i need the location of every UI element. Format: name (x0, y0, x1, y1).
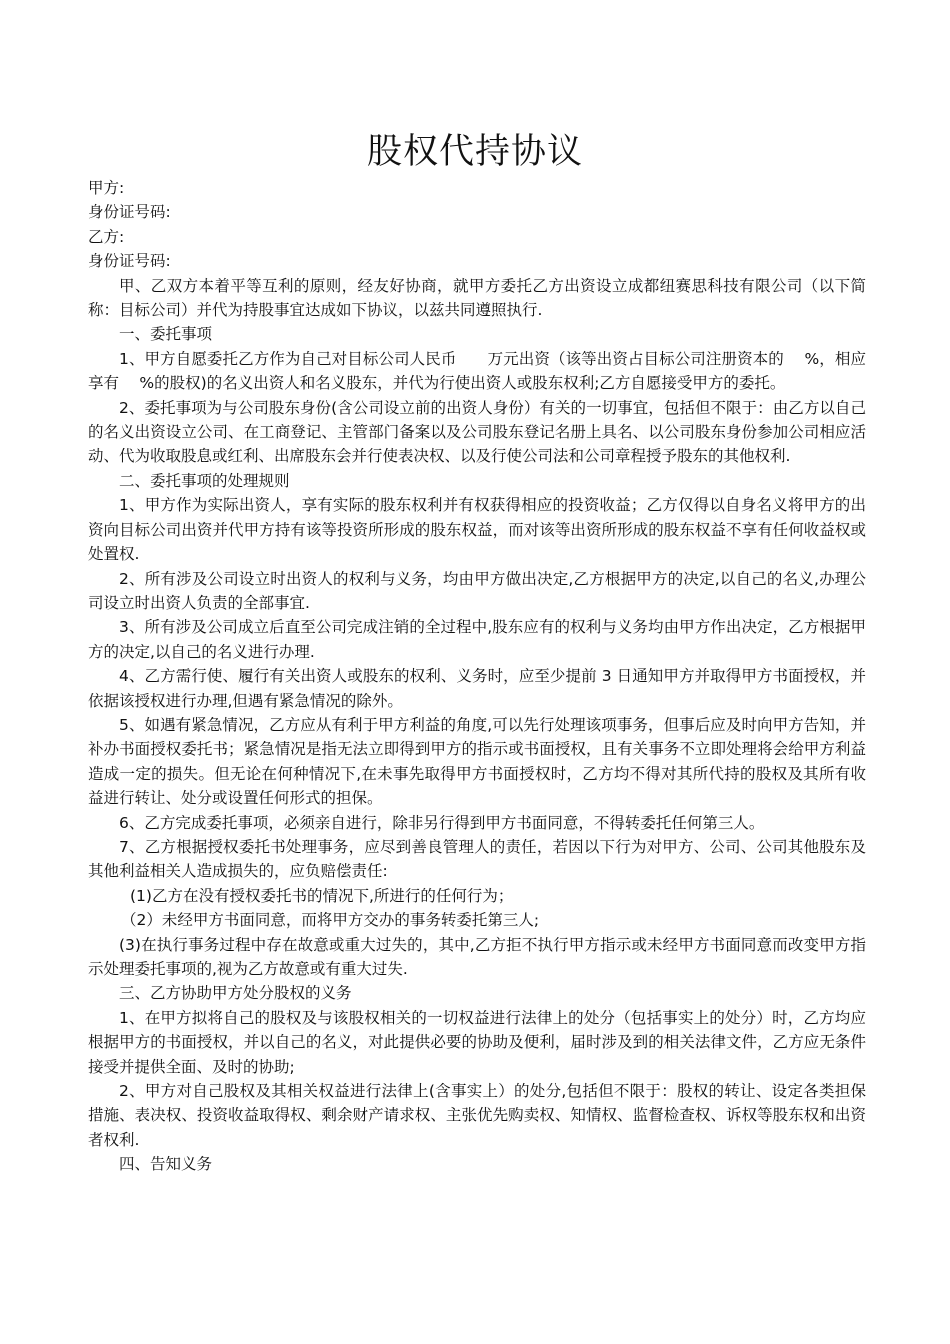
sub-item: (1)乙方在没有授权委托书的情况下,所进行的任何行为； (130, 886, 514, 905)
party-b-id-label: 身份证号码: (88, 252, 171, 271)
section-heading-4: 四、告知义务 (119, 1155, 213, 1174)
party-a-id-label: 身份证号码: (88, 203, 171, 222)
clause-paragraph: 3、所有涉及公司成立后直至公司完成注销的全过程中,股东应有的权利与义务均由甲方作出决定，乙方根据甲方的决定,以自己的名义进行办理. (88, 618, 866, 661)
clause-paragraph: 1、在甲方拟将自己的股权及与该股权相关的一切权益进行法律上的处分（包括事实上的处分）时，乙方均应根据甲方的书面授权，并以自己的名义，对此提供必要的协助及便利，届时涉及到的相关法律文件，乙方应无条件接受并提供全面、及时的协助; (88, 1008, 866, 1076)
clause-paragraph: 7、乙方根据授权委托书处理事务，应尽到善良管理人的责任，若因以下行为对甲方、公司、公司其他股东及其他利益相关人造成损失的，应负赔偿责任: (88, 837, 866, 881)
sub-item: （2）未经甲方书面同意，而将甲方交办的事务转委托第三人; (121, 911, 540, 930)
clause-paragraph: 2、所有涉及公司设立时出资人的权利与义务，均由甲方做出决定,乙方根据甲方的决定,以自己的名义,办理公司设立时出资人负责的全部事宜. (88, 569, 866, 612)
party-b-label: 乙方: (88, 227, 125, 246)
document-body (88, 176, 866, 1177)
party-a-label: 甲方: (88, 179, 125, 197)
clause-paragraph: 2、甲方对自己股权及其相关权益进行法律上(含事实上）的处分,包括但不限于：股权的转让、设定各类担保措施、表决权、投资收益取得权、剩余财产请求权、主张优先购卖权、知情权、监督检查权、诉权等股东权和出资者权利. (88, 1082, 866, 1149)
preamble-paragraph: 甲、乙双方本着平等互利的原则，经友好协商，就甲方委托乙方出资设立成都纽赛思科技有限公司（以下简称：目标公司）并代为持股事宜达成如下协议，以兹共同遵照执行. (88, 276, 866, 320)
clause-paragraph: 1、甲方自愿委托乙方作为自己对目标公司人民币 万元出资（该等出资占目标公司注册资本的 %，相应享有 %的股权)的名义出资人和名义股东，并代为行使出资人或股东权利;乙方自愿接受甲方的委托。 (88, 349, 866, 393)
clause-paragraph: 2、委托事项为与公司股东身份(含公司设立前的出资人身份）有关的一切事宜，包括但不限于：由乙方以自己的名义出资设立公司、在工商登记、主管部门备案以及公司股东登记名册上具名、以公司股东身份参加公司相应活动、代为收取股息或红利、出席股东会并行使表决权、以及行使公司法和公司章程授予股东的其他权利. (88, 398, 866, 466)
document-title: 股权代持协议 (366, 132, 583, 172)
clause-paragraph: 1、甲方作为实际出资人，享有实际的股东权利并有权获得相应的投资收益；乙方仅得以自身名义将甲方的出资向目标公司出资并代甲方持有该等投资所形成的股东权益，而对该等出资所形成的股东权益不享有任何收益权或处置权. (88, 496, 866, 564)
section-heading-2: 二、委托事项的处理规则 (119, 471, 290, 490)
clause-paragraph: 6、乙方完成委托事项，必须亲自进行，除非另行得到甲方书面同意，不得转委托任何第三人。 (119, 813, 765, 832)
section-heading-1: 一、委托事项 (119, 325, 213, 344)
section-heading-3: 三、乙方协助甲方处分股权的义务 (119, 984, 352, 1003)
clause-paragraph: 5、如遇有紧急情况，乙方应从有利于甲方利益的角度,可以先行处理该项事务，但事后应及时向甲方告知，并补办书面授权委托书；紧急情况是指无法立即得到甲方的指示或书面授权，且有关事务不立即处理将会给甲方利益造成一定的损失。但无论在何种情况下,在未事先取得甲方书面授权时，乙方均不得对其所代持的股权及其所有收益进行转让、处分或设置任何形式的担保。 (88, 715, 866, 808)
sub-item: (3)在执行事务过程中存在故意或重大过失的，其中,乙方拒不执行甲方指示或未经甲方书面同意而改变甲方指示处理委托事项的,视为乙方故意或有重大过失. (88, 935, 866, 978)
clause-paragraph: 4、乙方需行使、履行有关出资人或股东的权利、义务时，应至少提前 3 日通知甲方并取得甲方书面授权，并依据该授权进行办理,但遇有紧急情况的除外。 (88, 667, 866, 710)
